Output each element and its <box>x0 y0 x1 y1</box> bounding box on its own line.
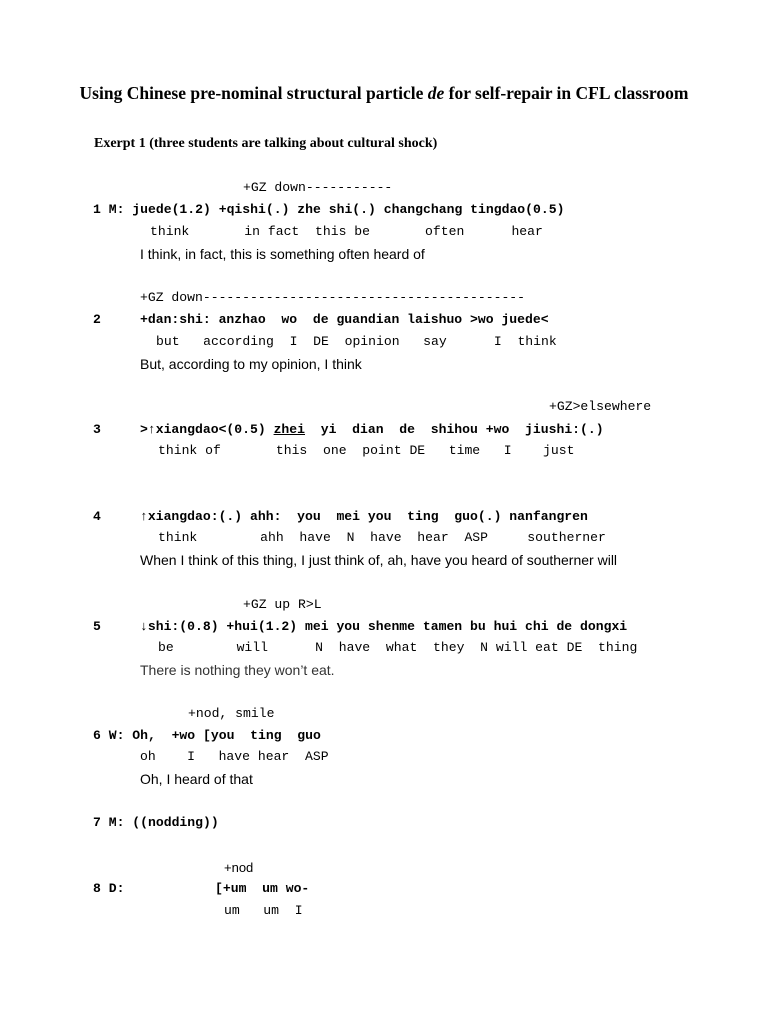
line5-transcript: ↓shi:(0.8) +hui(1.2) mei you shenme tamen bu hui chi de dongxi <box>140 619 628 634</box>
line3-number: 3 <box>93 422 101 437</box>
line4-transcript: ↑xiangdao:(.) ahh: you mei you ting guo(.) nanfangren <box>140 509 588 524</box>
line6-transcript: 6 W: Oh, +wo [you ting guo <box>93 728 321 743</box>
line1-translation: I think, in fact, this is something often heard of <box>140 246 425 262</box>
line8-gaze-annotation: +nod <box>224 860 254 875</box>
excerpt-heading: Exerpt 1 (three students are talking about cultural shock) <box>94 136 438 151</box>
line8-gloss: um um I <box>224 903 303 918</box>
line5-gloss: be will N have what they N will eat DE thing <box>158 640 638 655</box>
line8-number: 8 D: <box>93 881 125 896</box>
line4-translation: When I think of this thing, I just think of, ah, have you heard of southerner will <box>140 552 618 568</box>
line2-transcript: +dan:shi: anzhao wo de guandian laishuo >wo juede< <box>140 312 549 327</box>
line6-gloss: oh I have hear ASP <box>140 749 329 764</box>
title-italic: de <box>427 83 445 103</box>
document-title <box>60 82 708 105</box>
line1-gloss: think in fact this be often hear <box>150 224 543 239</box>
line3-transcript <box>140 422 604 438</box>
line3-gloss: think of this one point DE time I just <box>158 443 575 458</box>
line8-transcript: [+um um wo- <box>215 881 310 896</box>
line3-transcript-b: yi dian de shihou +wo jiushi:(.) <box>305 422 604 437</box>
title-part1: Using Chinese pre-nominal structural particle <box>79 83 428 103</box>
line6-gaze-annotation: +nod, smile <box>188 706 275 721</box>
line2-gloss: but according I DE opinion say I think <box>156 334 557 349</box>
line4-number: 4 <box>93 509 101 524</box>
line2-translation: But, according to my opinion, I think <box>140 356 362 372</box>
line5-gaze-annotation: +GZ up R>L <box>243 597 322 612</box>
line3-gaze-annotation: +GZ>elsewhere <box>549 399 652 414</box>
line7-transcript: 7 M: ((nodding)) <box>93 815 219 830</box>
line1-gaze-annotation: +GZ down----------- <box>243 180 393 195</box>
line3-transcript-a: >↑xiangdao<(0.5) <box>140 422 274 437</box>
line5-number: 5 <box>93 619 101 634</box>
line2-gaze-annotation: +GZ down----------------------------------------- <box>140 290 526 305</box>
line4-gloss: think ahh have N have hear ASP southerner <box>158 530 606 545</box>
line6-translation: Oh, I heard of that <box>140 771 253 787</box>
line5-translation: There is nothing they won’t eat. <box>140 662 335 678</box>
title-part2: for self-repair in CFL classroom <box>444 83 689 103</box>
line3-underlined-word: zhei <box>273 422 306 437</box>
line1-transcript: 1 M: juede(1.2) +qishi(.) zhe shi(.) changchang tingdao(0.5) <box>93 202 565 217</box>
line2-number: 2 <box>93 312 101 327</box>
